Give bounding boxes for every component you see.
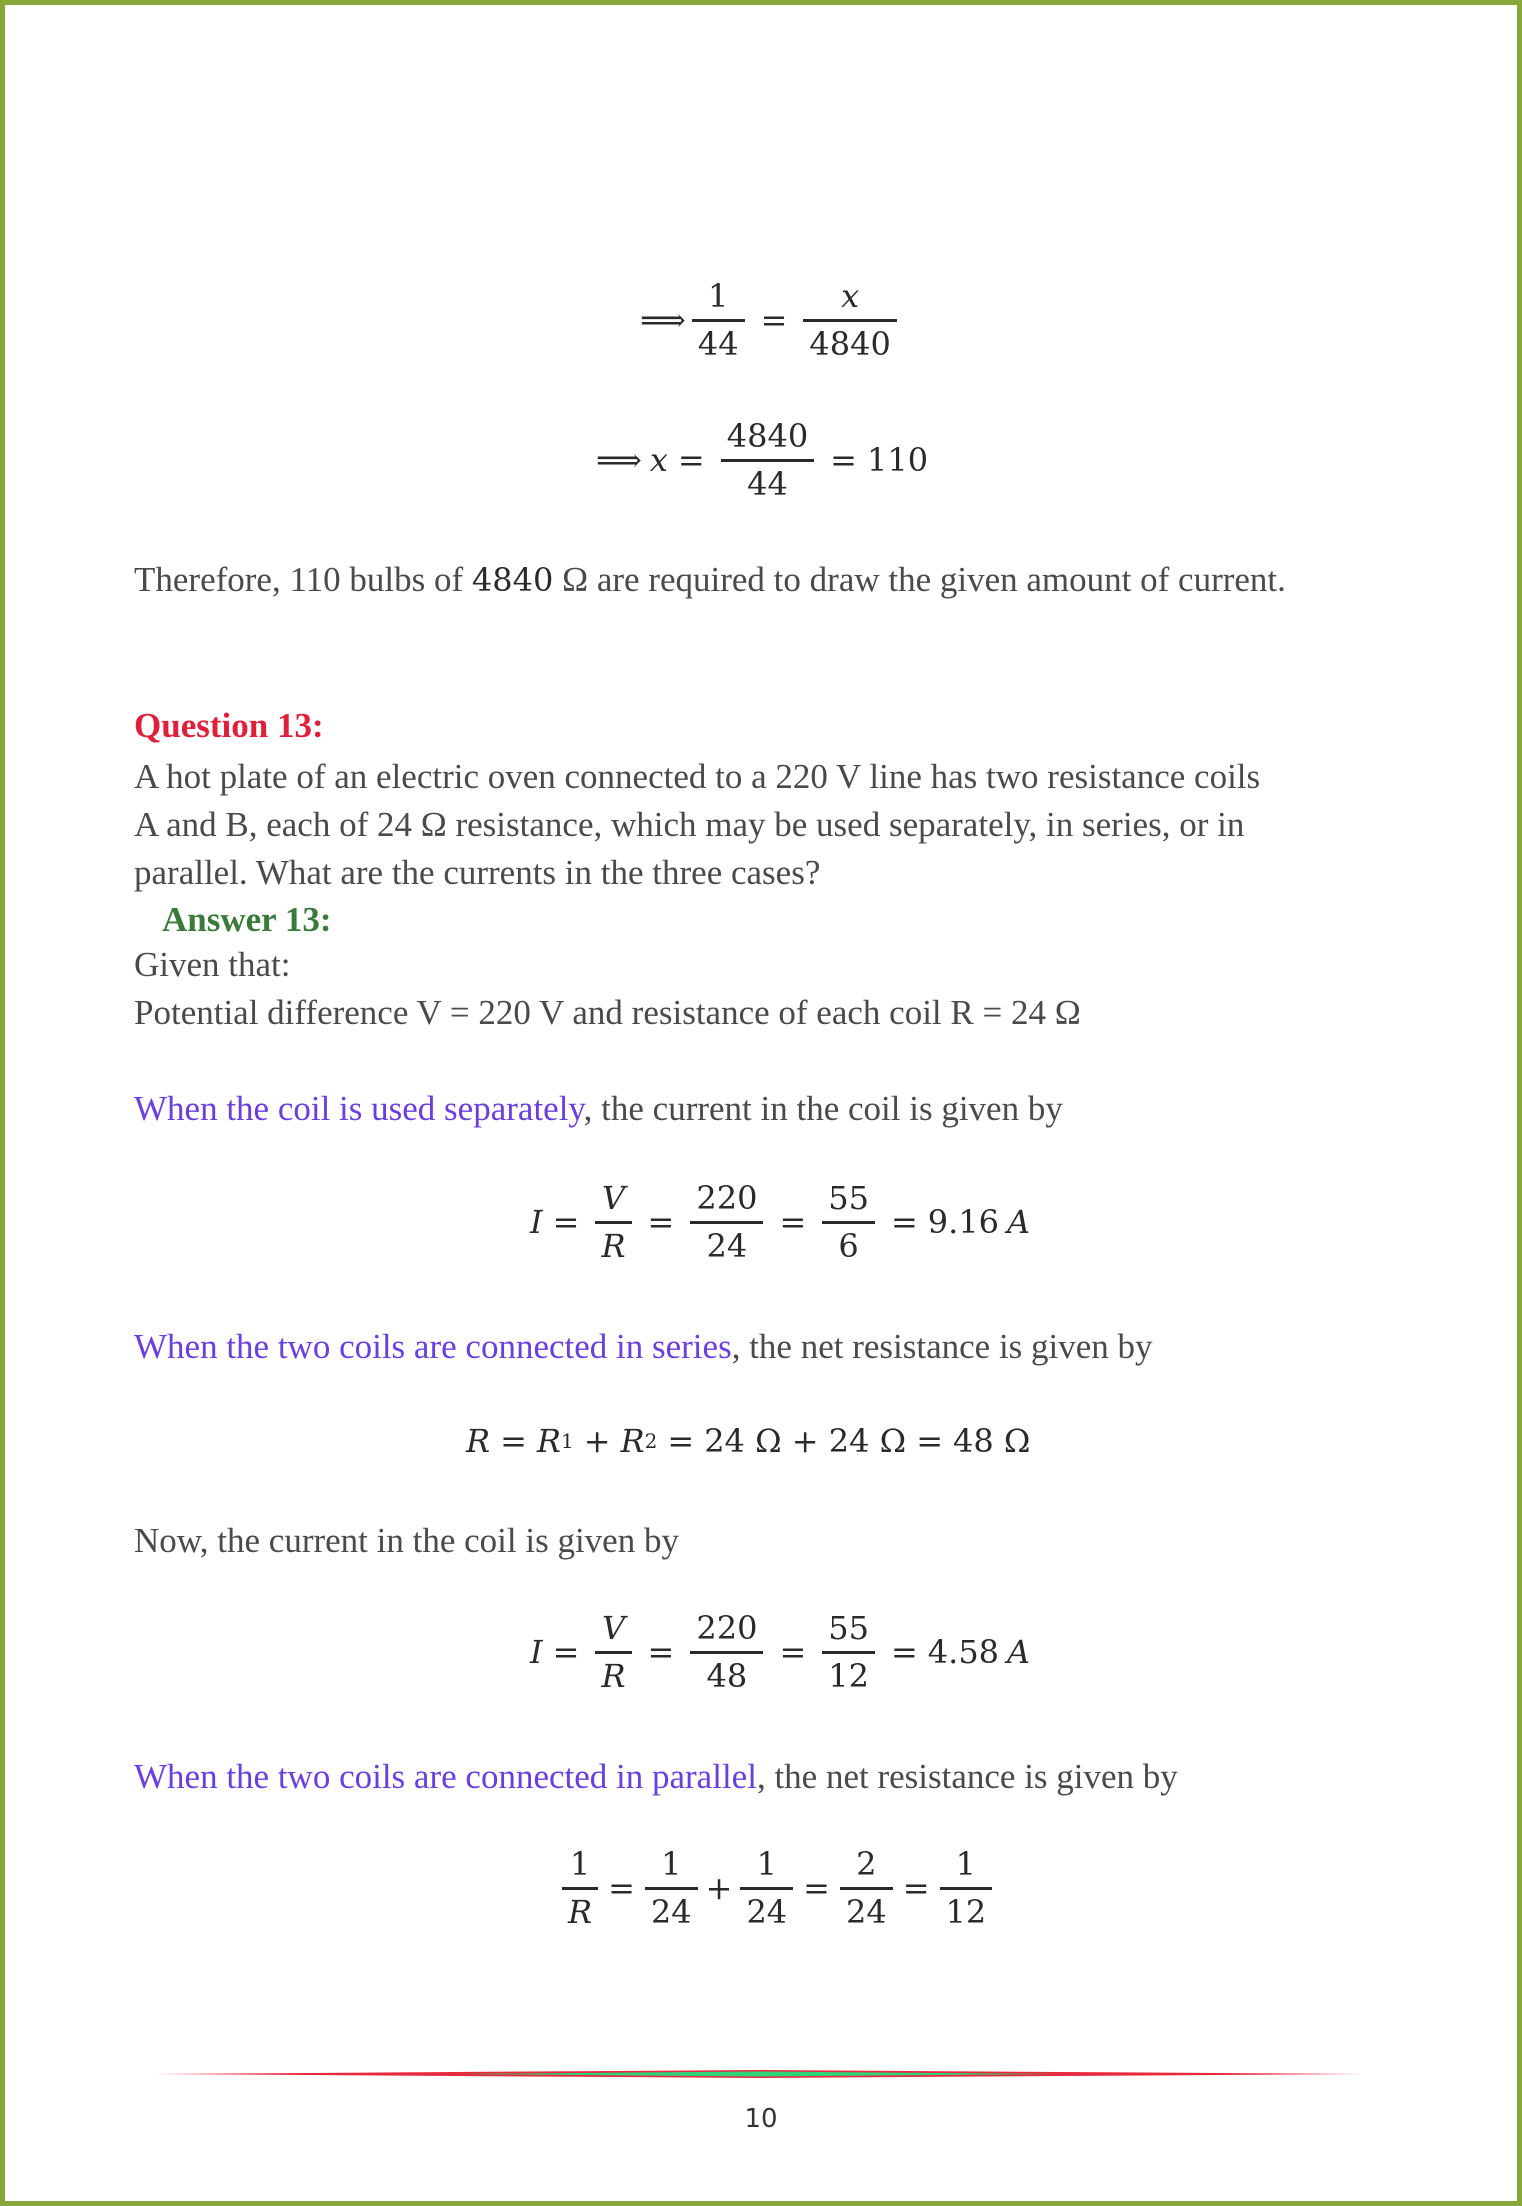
fraction: $\frac{1}{24}$ xyxy=(645,1846,698,1931)
given-label: Given that: xyxy=(134,945,291,984)
fraction: $\frac{220}{48}$ xyxy=(690,1610,763,1695)
fraction: $\frac{1}{44}$ xyxy=(692,278,745,363)
equation-series-resistance: R = R 1 + R 2 = 24 Ω + 24 Ω = 48 Ω xyxy=(466,1422,1031,1460)
fraction: $\frac{V}{R}$ xyxy=(595,1610,631,1695)
given-values: Potential difference V = 220 V and resistance of each coil R = 24 Ω xyxy=(134,993,1081,1032)
footer-decorative-rule xyxy=(155,2070,1363,2078)
page-number: 10 xyxy=(744,2104,778,2134)
case-parallel-text: When the two coils are connected in parallel, the net resistance is given by xyxy=(134,1757,1178,1796)
fraction: $\frac{1}{24}$ xyxy=(740,1846,793,1931)
fraction: $\frac{4840}{44}$ xyxy=(721,418,814,503)
question-line: A hot plate of an electric oven connected to a 220 V line has two resistance coils xyxy=(134,757,1261,796)
fraction: $\frac{55}{6}$ xyxy=(822,1180,875,1265)
question-line: A and B, each of 24 Ω resistance, which may be used separately, in series, or in xyxy=(134,805,1245,844)
fraction: $\frac{2}{24}$ xyxy=(840,1846,893,1931)
question-heading: Question 13: xyxy=(134,706,324,745)
fraction: $\frac{V}{R}$ xyxy=(595,1180,631,1265)
fraction: $\frac{1}{12}$ xyxy=(940,1846,993,1931)
conclusion-text: Therefore, 110 bulbs of 4840 Ω are required to draw the given amount of current. xyxy=(134,560,1286,599)
case-separate-text: When the coil is used separately, the current in the coil is given by xyxy=(134,1089,1063,1128)
fraction: $\frac{55}{12}$ xyxy=(822,1610,875,1695)
equation-current-series: I = $\frac{V}{R}$ = $\frac{220}{48}$ = $\frac{55}{12}$ = 4.58 A xyxy=(530,1609,1031,1695)
equation-current-separate: I = $\frac{V}{R}$ = $\frac{220}{24}$ = $\frac{55}{6}$ = 9.16 A xyxy=(530,1179,1031,1265)
implies-symbol: ⟹ xyxy=(596,441,642,480)
fraction: $\frac{1}{R}$ xyxy=(562,1846,598,1931)
implies-symbol: ⟹ xyxy=(640,301,686,340)
question-line: parallel. What are the currents in the three cases? xyxy=(134,853,821,892)
case-series-text: When the two coils are connected in series, the net resistance is given by xyxy=(134,1327,1153,1366)
fraction: $\frac{220}{24}$ xyxy=(690,1180,763,1265)
fraction: $\frac{x}{4840}$ xyxy=(803,278,896,363)
now-current-text: Now, the current in the coil is given by xyxy=(134,1521,679,1560)
equation-ratio: ⟹ $\frac{1}{44}$ = $\frac{x}{4840}$ xyxy=(640,278,903,363)
equation-solve-x: ⟹ x = $\frac{4840}{44}$ = 110 xyxy=(596,417,929,503)
equation-parallel-resistance: $\frac{1}{R}$ = $\frac{1}{24}$ + $\frac{1}{24}$ = $\frac{2}{24}$ = $\frac{1}{12}$ xyxy=(556,1846,998,1931)
answer-heading: Answer 13: xyxy=(162,900,332,939)
